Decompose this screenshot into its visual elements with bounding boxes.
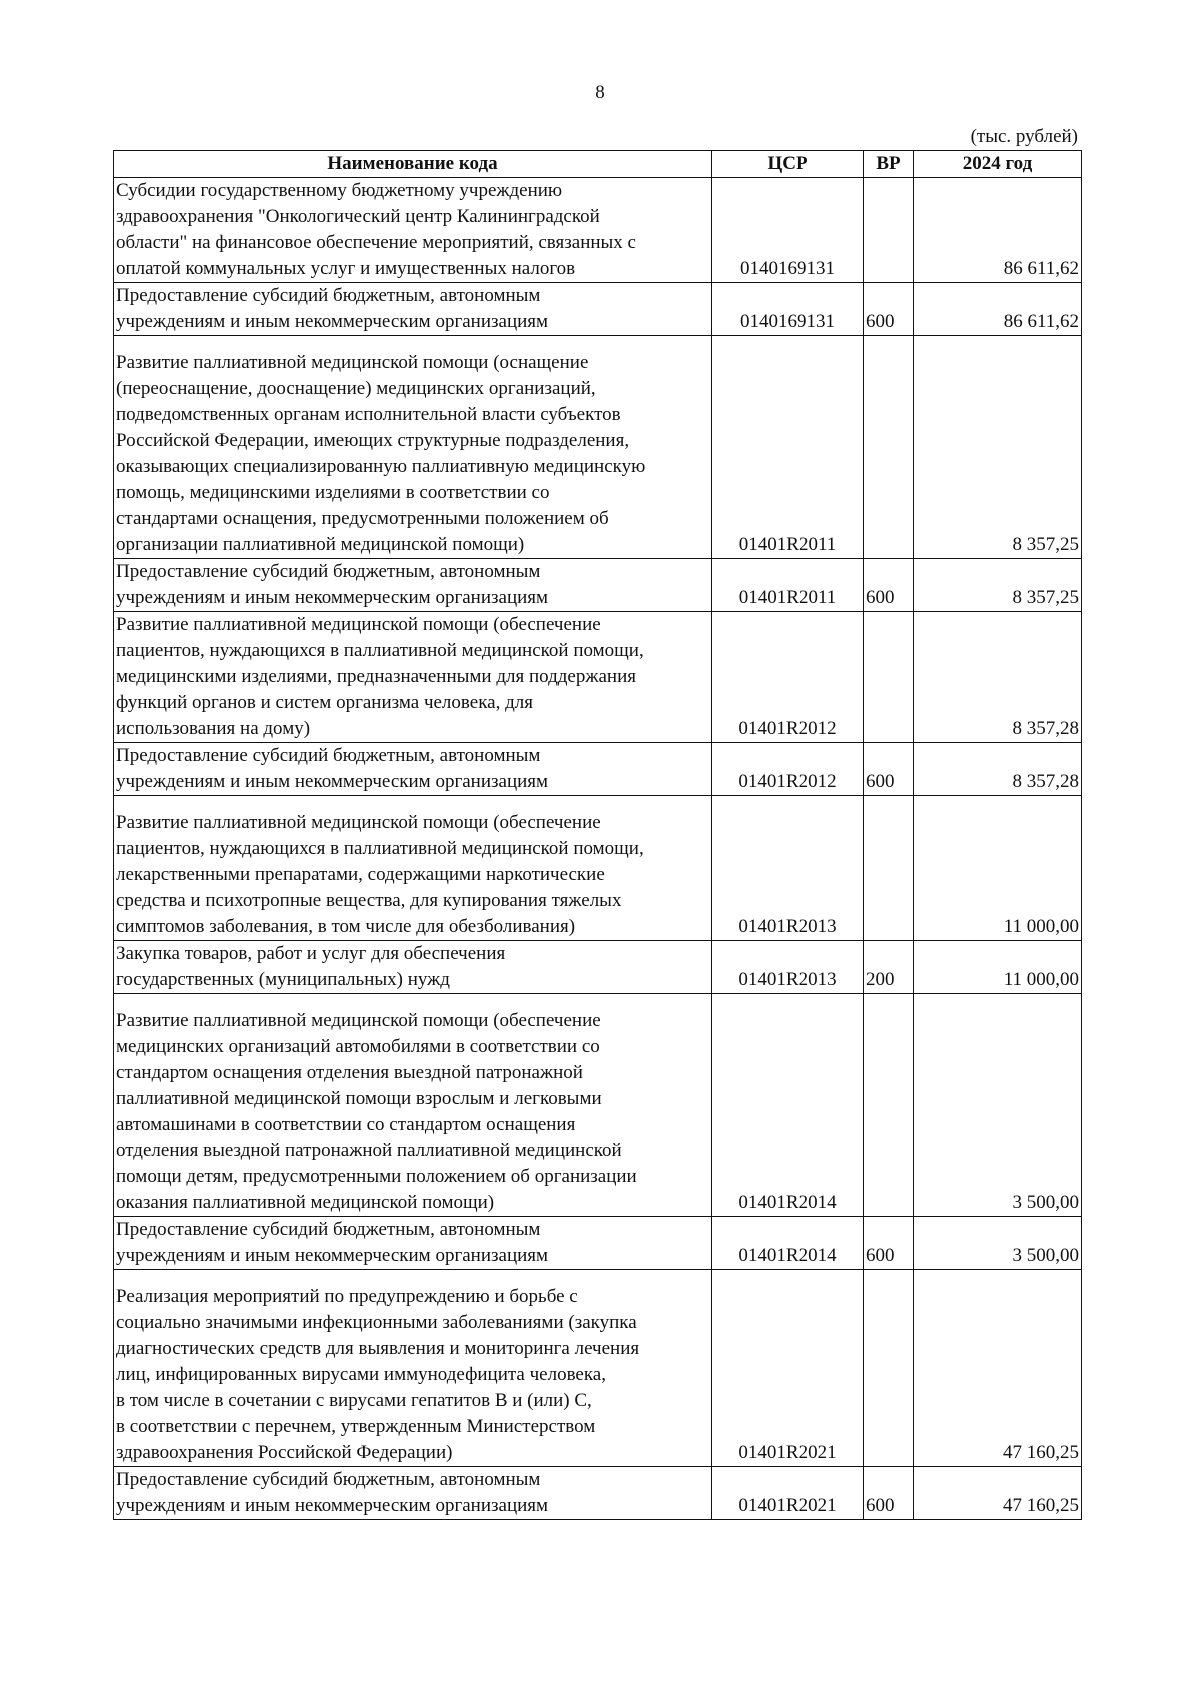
row-name-line: Предоставление субсидий бюджетным, автономным [116,561,541,582]
row-vr-code [864,1270,914,1467]
row-amount: 86 611,62 [914,283,1082,336]
row-name-line: симптомов заболевания, в том числе для обезболивания) [116,916,576,937]
row-vr-code [864,178,914,283]
row-amount: 3 500,00 [914,994,1082,1217]
row-name-line: учреждениям и иным некоммерческим организациям [116,311,549,332]
row-name-line: в том числе в сочетании с вирусами гепатитов B и (или) C, [116,1390,592,1411]
header-vr: ВР [864,151,914,178]
row-amount: 8 357,28 [914,743,1082,796]
table-row [114,1217,1082,1270]
row-csr-code: 01401R2021 [712,1467,864,1520]
table-row [114,743,1082,796]
table-header-row [114,151,1082,178]
row-name-line: Российской Федерации, имеющих структурные подразделения, [116,430,630,451]
row-csr-code: 01401R2014 [712,1217,864,1270]
row-name-line: помощь, медицинскими изделиями в соответствии со [116,482,550,503]
row-vr-code: 600 [864,1467,914,1520]
row-name-line: пациентов, нуждающихся в паллиативной медицинской помощи, [116,640,644,661]
row-name-line: пациентов, нуждающихся в паллиативной медицинской помощи, [116,838,644,859]
row-name-line: в соответствии с перечнем, утвержденным Министерством [116,1416,596,1437]
table-row [114,283,1082,336]
row-vr-code [864,796,914,941]
row-name-line: Предоставление субсидий бюджетным, автономным [116,285,541,306]
row-name-line: использования на дому) [116,718,311,739]
row-name-line: оказания паллиативной медицинской помощи) [116,1192,495,1213]
row-name-line: паллиативной медицинской помощи взрослым и легковыми [116,1088,602,1109]
header-name: Наименование кода [114,151,712,178]
row-name-line: стандартом оснащения отделения выездной патронажной [116,1062,583,1083]
row-vr-code [864,994,914,1217]
row-csr-code: 01401R2021 [712,1270,864,1467]
row-amount: 8 357,25 [914,336,1082,559]
row-csr-code: 01401R2014 [712,994,864,1217]
table-row [114,1270,1082,1467]
row-name-line: автомашинами в соответствии со стандартом оснащения [116,1114,576,1135]
row-name-line: здравоохранения Российской Федерации) [116,1442,453,1463]
row-amount: 47 160,25 [914,1270,1082,1467]
row-csr-code: 0140169131 [712,283,864,336]
row-name-line: подведомственных органам исполнительной власти субъектов [116,404,621,425]
row-name-line: социально значимыми инфекционными заболеваниями (закупка [116,1312,637,1333]
row-name-line: Субсидии государственному бюджетному учреждению [116,180,563,201]
row-csr-code: 0140169131 [712,178,864,283]
table-row [114,796,1082,941]
row-vr-code [864,612,914,743]
row-name-line: Развитие паллиативной медицинской помощи (обеспечение [116,812,601,833]
row-csr-code: 01401R2012 [712,743,864,796]
row-name-cell [114,743,712,796]
row-amount: 8 357,28 [914,612,1082,743]
row-name-line: оплатой коммунальных услуг и имущественных налогов [116,258,576,279]
row-name-line: Развитие паллиативной медицинской помощи (обеспечение [116,1010,601,1031]
row-name-cell [114,941,712,994]
row-name-cell [114,1217,712,1270]
row-name-line: медицинскими изделиями, предназначенными для поддержания [116,666,636,687]
row-name-line: организации паллиативной медицинской помощи) [116,534,525,555]
row-name-cell [114,336,712,559]
row-name-line: стандартами оснащения, предусмотренными положением об [116,508,609,529]
header-year: 2024 год [914,151,1082,178]
table-row [114,336,1082,559]
row-vr-code: 600 [864,1217,914,1270]
row-vr-code: 600 [864,559,914,612]
row-amount: 11 000,00 [914,941,1082,994]
row-name-line: Реализация мероприятий по предупреждению и борьбе с [116,1286,578,1307]
row-name-cell [114,1270,712,1467]
row-name-line: области" на финансовое обеспечение мероприятий, связанных с [116,232,636,253]
row-vr-code: 600 [864,283,914,336]
row-name-line: Предоставление субсидий бюджетным, автономным [116,745,541,766]
row-name-cell [114,178,712,283]
budget-table [113,150,1082,1520]
row-name-line: лекарственными препаратами, содержащими наркотические [116,864,605,885]
row-amount: 47 160,25 [914,1467,1082,1520]
row-name-cell [114,559,712,612]
header-csr: ЦСР [712,151,864,178]
row-csr-code: 01401R2011 [712,336,864,559]
row-name-line: (переоснащение, дооснащение) медицинских организаций, [116,378,596,399]
row-amount: 86 611,62 [914,178,1082,283]
table-row [114,178,1082,283]
row-name-line: учреждениям и иным некоммерческим организациям [116,771,549,792]
row-name-line: учреждениям и иным некоммерческим организациям [116,587,549,608]
row-name-line: отделения выездной патронажной паллиативной медицинской [116,1140,622,1161]
row-name-cell [114,1467,712,1520]
table-row [114,994,1082,1217]
row-vr-code: 600 [864,743,914,796]
row-name-line: Закупка товаров, работ и услуг для обеспечения [116,943,506,964]
row-amount: 11 000,00 [914,796,1082,941]
table-row [114,612,1082,743]
row-csr-code: 01401R2013 [712,796,864,941]
table-row [114,941,1082,994]
row-name-line: государственных (муниципальных) нужд [116,969,450,990]
row-name-line: Развитие паллиативной медицинской помощи (обеспечение [116,614,601,635]
row-name-line: помощи детям, предусмотренными положением об организации [116,1166,637,1187]
row-name-cell [114,994,712,1217]
row-name-line: диагностических средств для выявления и мониторинга лечения [116,1338,640,1359]
row-name-line: средства и психотропные вещества, для купирования тяжелых [116,890,622,911]
row-csr-code: 01401R2011 [712,559,864,612]
row-name-cell [114,796,712,941]
row-amount: 8 357,25 [914,559,1082,612]
row-name-line: Предоставление субсидий бюджетным, автономным [116,1469,541,1490]
table-row [114,1467,1082,1520]
row-name-line: оказывающих специализированную паллиативную медицинскую [116,456,646,477]
row-name-cell [114,283,712,336]
row-name-line: учреждениям и иным некоммерческим организациям [116,1495,549,1516]
row-name-line: учреждениям и иным некоммерческим организациям [116,1245,549,1266]
row-name-line: медицинских организаций автомобилями в соответствии со [116,1036,600,1057]
page-number: 8 [595,82,605,103]
row-name-line: Развитие паллиативной медицинской помощи (оснащение [116,352,589,373]
table-row [114,559,1082,612]
row-name-cell [114,612,712,743]
row-csr-code: 01401R2012 [712,612,864,743]
row-vr-code [864,336,914,559]
row-csr-code: 01401R2013 [712,941,864,994]
row-name-line: Предоставление субсидий бюджетным, автономным [116,1219,541,1240]
row-amount: 3 500,00 [914,1217,1082,1270]
row-vr-code: 200 [864,941,914,994]
table-body [114,178,1082,1520]
row-name-line: функций органов и систем организма человека, для [116,692,533,713]
row-name-line: здравоохранения "Онкологический центр Калининградской [116,206,600,227]
unit-note: (тыс. рублей) [970,126,1078,147]
row-name-line: лиц, инфицированных вирусами иммунодефицита человека, [116,1364,606,1385]
